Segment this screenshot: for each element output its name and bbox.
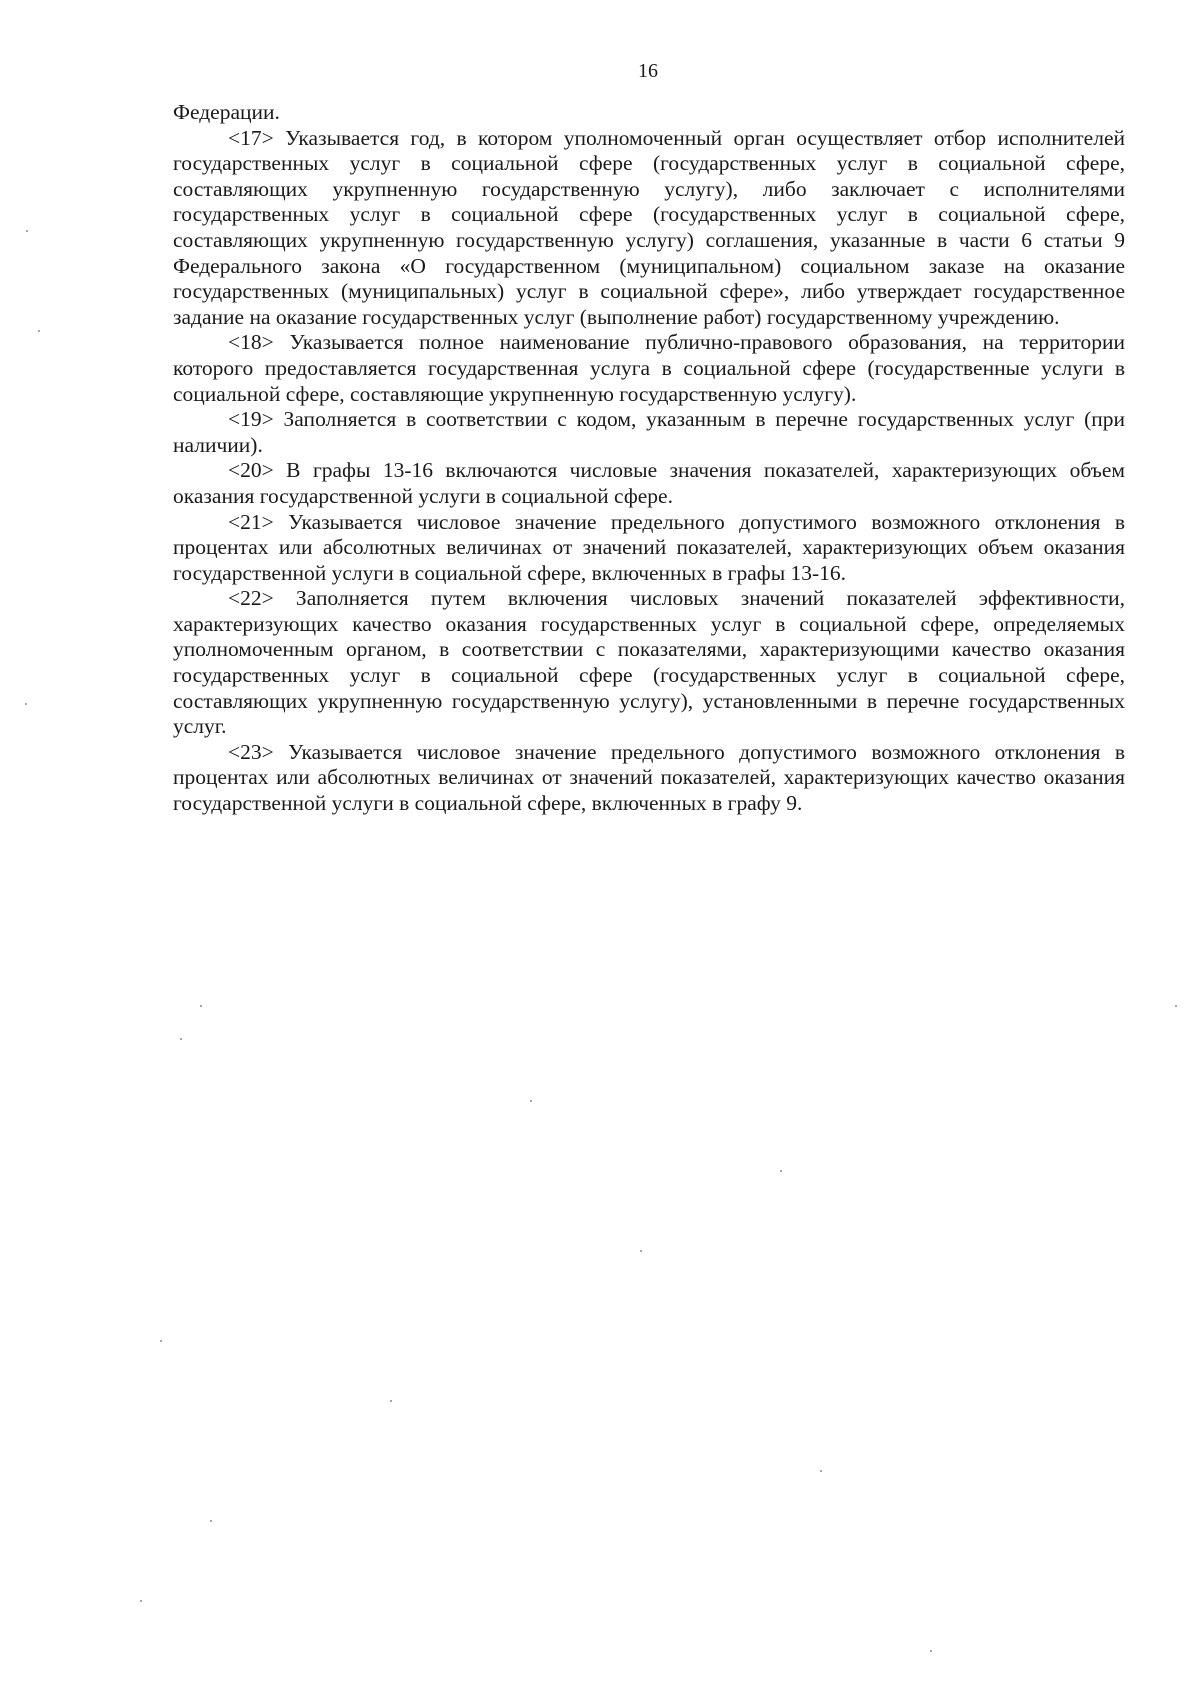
scan-speck — [1175, 1005, 1177, 1007]
footnote-20: <20> В графы 13-16 включаются числовые значения показателей, характеризующих объем оказания государственной услуги в социальной сфере. — [173, 458, 1125, 508]
scan-speck — [200, 1005, 202, 1007]
footnote-21: <21> Указывается числовое значение предельного допустимого возможного отклонения в процентах или абсолютных величинах от значений показателей, характеризующих объем оказания государственной услуги в социальной сфере, включенных в графы 13-16. — [173, 509, 1125, 585]
document-body — [173, 100, 1125, 817]
scan-speck — [140, 1600, 142, 1602]
footnote-17: <17> Указывается год, в котором уполномоченный орган осуществляет отбор исполнителей государственных услуг в социальной сфере (государственных услуг в социальной сфере, составляющих укрупненную государственную услугу), либо заключает с исполнителями государственных услуг в социальной сфере (государственных услуг в социальной сфере, составляющих укрупненную государственную услугу) соглашения, указанные в части 6 статьи 9 Федерального закона «О государственном (муниципальном) социальном заказе на оказание государственных (муниципальных) услуг в социальной сфере», либо утверждает государственное задание на оказание государственных услуг (выполнение работ) государственному учреждению. — [173, 125, 1125, 329]
scan-speck — [780, 1170, 782, 1172]
scan-speck — [25, 703, 27, 705]
scan-speck — [390, 1400, 392, 1402]
scan-speck — [160, 1340, 162, 1342]
page-number: 16 — [638, 60, 658, 82]
footnote-19: <19> Заполняется в соответствии с кодом, указанным в перечне государственных услуг (при наличии). — [173, 407, 1125, 457]
scan-speck — [820, 1470, 822, 1472]
footnote-23: <23> Указывается числовое значение предельного допустимого возможного отклонения в процентах или абсолютных величинах от значений показателей, характеризующих качество оказания государственной услуги в социальной сфере, включенных в графу 9. — [173, 739, 1125, 816]
paragraph-continuation: Федерации. — [173, 100, 280, 124]
footnote-22: <22> Заполняется путем включения числовых значений показателей эффективности, характеризующих качество оказания государственных услуг в социальной сфере, определяемых уполномоченным органом, в соответствии с показателями, характеризующими качество оказания государственных услуг в социальной сфере (государственных услуг в социальной сфере, составляющих укрупненную государственную услугу), установленными в перечне государственных услуг. — [173, 586, 1125, 739]
footnote-18: <18> Указывается полное наименование публично-правового образования, на территории которого предоставляется государственная услуга в социальной сфере (государственные услуги в социальной сфере, составляющие укрупненную государственную услугу). — [173, 330, 1125, 406]
scan-speck — [640, 1250, 642, 1252]
scan-speck — [530, 1100, 532, 1102]
scan-speck — [26, 230, 28, 232]
scan-speck — [210, 1520, 212, 1522]
scan-speck — [930, 1650, 932, 1652]
scan-speck — [38, 330, 40, 332]
scan-speck — [180, 1038, 182, 1040]
